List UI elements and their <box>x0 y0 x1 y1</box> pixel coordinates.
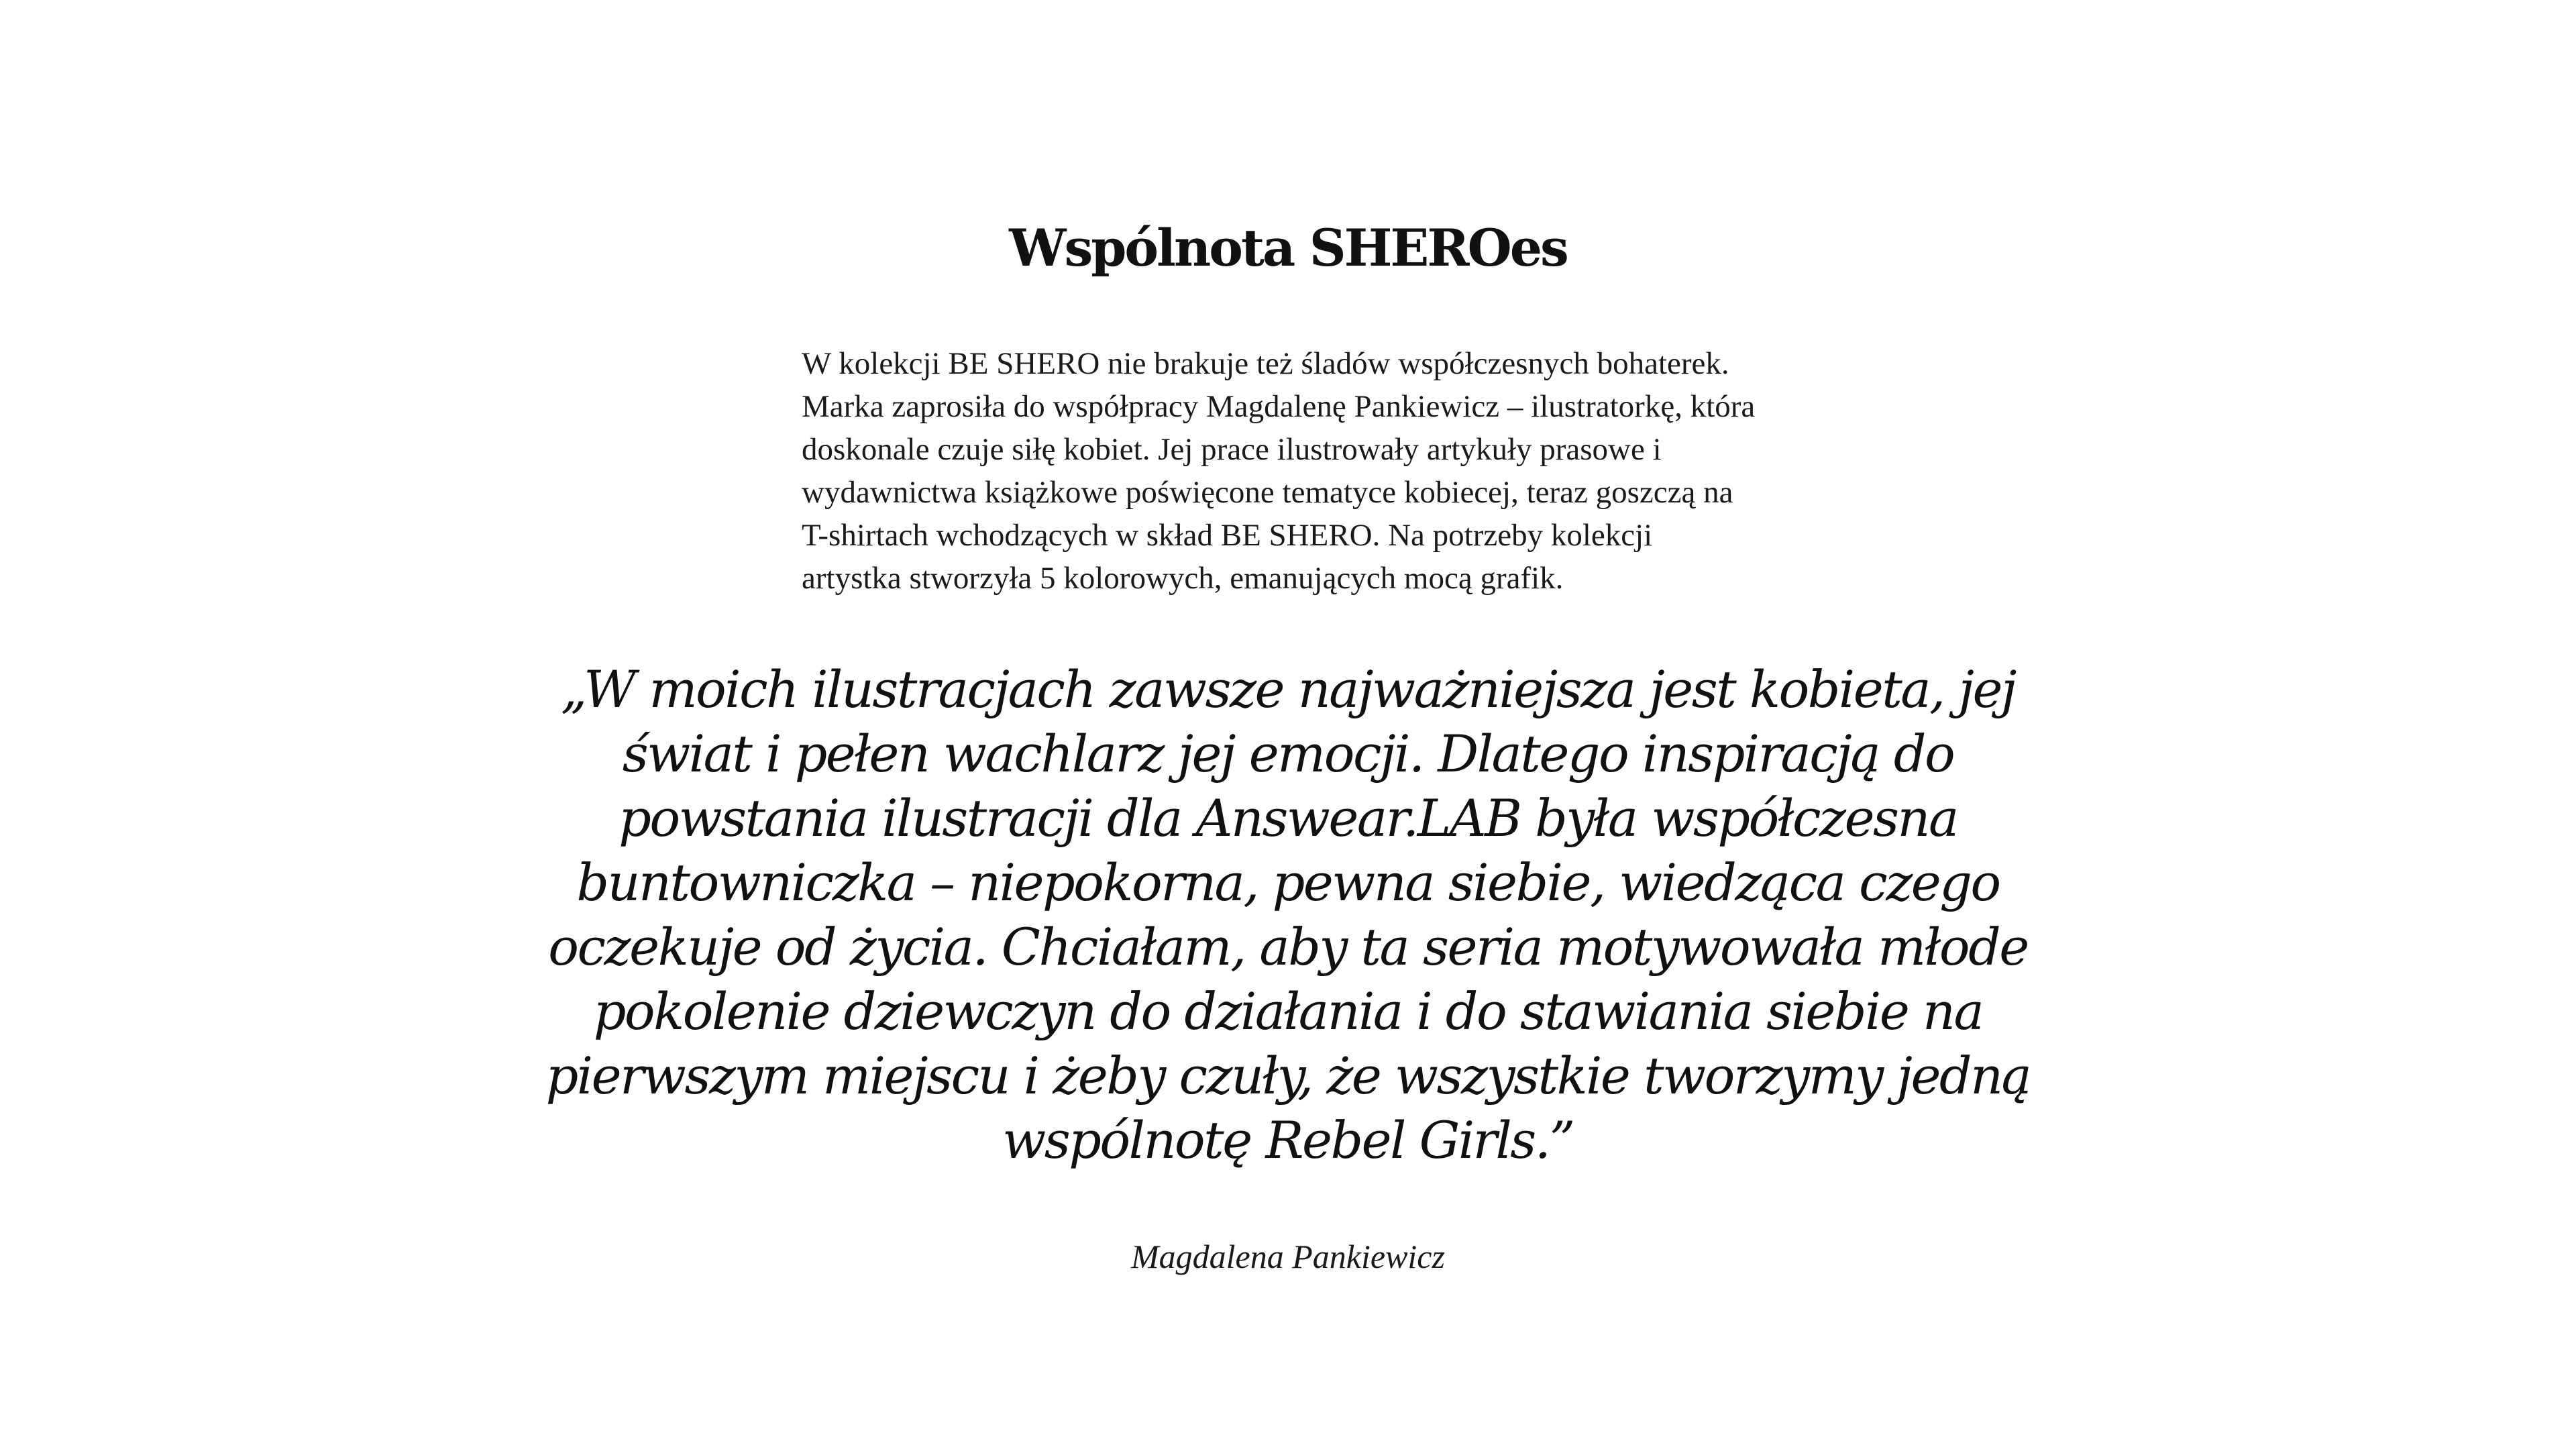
quote-line: świat i pełen wachlarz jej emocji. Dlatego inspiracją do <box>622 724 1954 784</box>
pull-quote <box>0 657 2576 1173</box>
intro-line: Marka zaprosiła do współpracy Magdalenę Pankiewicz – ilustratorkę, która <box>802 389 1756 424</box>
intro-line: artystka stworzyła 5 kolorowych, emanujących mocą grafik. <box>802 561 1564 596</box>
intro-line: wydawnictwa książkowe poświęcone tematyce kobiecej, teraz goszczą na <box>802 475 1733 510</box>
quote-author: Magdalena Pankiewicz <box>1131 1238 1445 1275</box>
quote-line: pierwszym miejscu i żeby czuły, że wszystkie tworzymy jedną <box>545 1046 2031 1106</box>
quote-line: wspólnotę Rebel Girls.” <box>1002 1110 1574 1170</box>
quote-line: powstania ilustracji dla Answear.LAB była współczesna <box>619 788 1957 848</box>
intro-line: W kolekcji BE SHERO nie brakuje też śladów współczesnych bohaterek. <box>802 346 1729 381</box>
quote-line: „W moich ilustracjach zawsze najważniejsza jest kobieta, jej <box>561 659 2015 719</box>
intro-line: T-shirtach wchodzących w skład BE SHERO. Na potrzeby kolekcji <box>802 518 1653 553</box>
intro-paragraph <box>802 342 1909 600</box>
quote-line: pokolenie dziewczyn do działania i do stawiania siebie na <box>593 981 1983 1041</box>
intro-line: doskonale czuje siłę kobiet. Jej prace ilustrowały artykuły prasowe i <box>802 432 1662 467</box>
quote-line: oczekuje od życia. Chciałam, aby ta seria motywowała młode <box>548 917 2028 977</box>
quote-line: buntowniczka – niepokorna, pewna siebie, wiedząca czego <box>576 853 2000 912</box>
page-title: Wspólnota SHEROes <box>1009 218 1567 278</box>
